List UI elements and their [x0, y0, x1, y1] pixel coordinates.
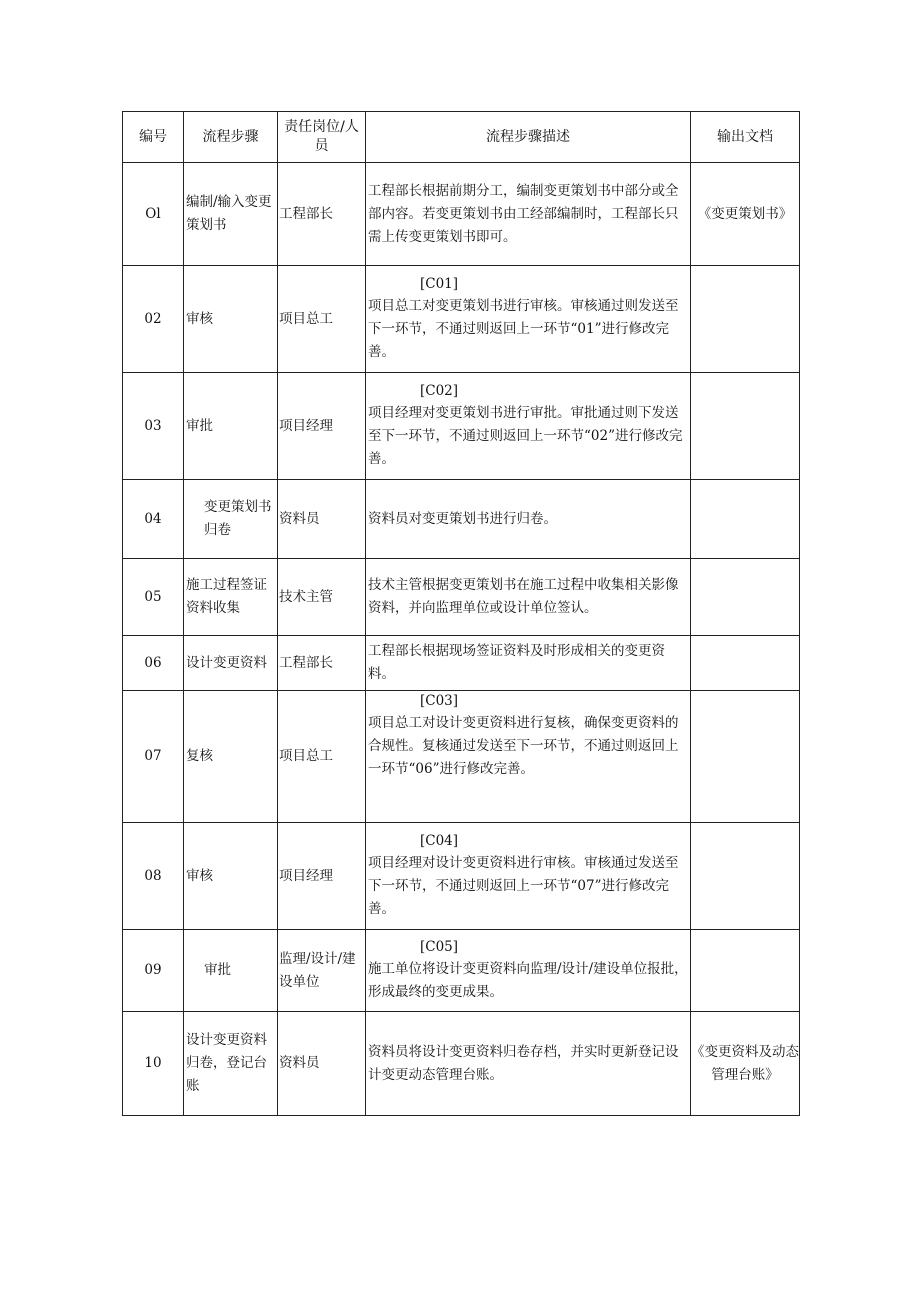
row-output [691, 636, 800, 691]
role-text: 项目经理 [279, 867, 333, 884]
row-role [278, 373, 366, 480]
role-text: 项目总工 [279, 748, 333, 764]
step-text: 设计变更资料 [186, 654, 267, 671]
row-step [184, 823, 278, 930]
row-role [278, 930, 366, 1012]
row-num: Ol [123, 163, 184, 266]
role-text: 工程部长 [279, 205, 333, 222]
desc-text: 项目总工对设计变更资料进行复核，确保变更资料的合规性。复核通过发送至下一环节，不通过则返回上一环节“06”进行修改完善。 [368, 715, 679, 777]
row-num: 07 [123, 691, 184, 823]
desc-text: 项目经理对设计变更资料进行审核。审核通过发送至下一环节，不通过则返回上一环节“07”进行修改完善。 [368, 855, 679, 917]
row-num: 06 [123, 636, 184, 691]
row-num: 08 [123, 823, 184, 930]
step-text: 复核 [186, 748, 213, 764]
row-step [184, 266, 278, 373]
header-role: 责任岗位/人员 [278, 112, 366, 163]
desc-text: 资料员对变更策划书进行归卷。 [368, 510, 557, 527]
header-step: 流程步骤 [184, 112, 278, 163]
step-text: 施工过程签证资料收集 [186, 577, 267, 616]
row-desc [366, 823, 691, 930]
step-text: 编制/输入变更策划书 [186, 194, 272, 233]
row-output [691, 823, 800, 930]
row-num: 09 [123, 930, 184, 1012]
step-text: 审核 [186, 867, 213, 884]
row-role [278, 163, 366, 266]
process-table [122, 111, 800, 1116]
role-text: 工程部长 [279, 654, 333, 671]
row-output [691, 480, 800, 559]
desc-text: 施工单位将设计变更资料向监理/设计/建设单位报批，形成最终的变更成果。 [368, 961, 688, 1000]
row-desc [366, 480, 691, 559]
row-output: 《变更资料及动态管理台账》 [691, 1012, 800, 1116]
row-output [691, 373, 800, 480]
desc-text: 项目总工对变更策划书进行审核。审核通过则发送至下一环节，不通过则返回上一环节“01”进行修改完善。 [368, 298, 679, 360]
table-row [123, 163, 800, 266]
step-text: 审批 [186, 417, 213, 434]
row-output [691, 266, 800, 373]
row-step [184, 373, 278, 480]
table-row [123, 1012, 800, 1116]
row-role [278, 636, 366, 691]
table-row [123, 823, 800, 930]
desc-text: 资料员将设计变更资料归卷存档，并实时更新登记设计变更动态管理台账。 [368, 1043, 679, 1083]
row-desc [366, 163, 691, 266]
row-desc [366, 559, 691, 636]
row-desc [366, 1012, 691, 1116]
table-row [123, 480, 800, 559]
role-text: 项目经理 [279, 417, 333, 434]
row-output [691, 691, 800, 823]
header-num: 编号 [123, 112, 184, 163]
table-row [123, 930, 800, 1012]
row-step [184, 636, 278, 691]
step-text: 审核 [186, 310, 213, 327]
row-num: 05 [123, 559, 184, 636]
role-text: 资料员 [279, 510, 320, 527]
role-text: 资料员 [279, 1055, 320, 1071]
table-row [123, 559, 800, 636]
row-role [278, 823, 366, 930]
row-role [278, 480, 366, 559]
row-num: 04 [123, 480, 184, 559]
desc-text: 技术主管根据变更策划书在施工过程中收集相关影像资料，并向监理单位或设计单位签认。 [368, 577, 679, 616]
control-code: [C05] [420, 939, 459, 955]
header-desc: 流程步骤描述 [366, 112, 691, 163]
table-row [123, 636, 800, 691]
row-role [278, 266, 366, 373]
row-num: 03 [123, 373, 184, 480]
row-num: 02 [123, 266, 184, 373]
role-text: 技术主管 [279, 588, 333, 605]
row-desc [366, 930, 691, 1012]
row-desc [366, 636, 691, 691]
role-text: 监理/设计/建设单位 [279, 950, 356, 990]
row-output [691, 930, 800, 1012]
control-code: [C03] [420, 693, 459, 709]
row-step [184, 1012, 278, 1116]
role-text: 项目总工 [279, 310, 333, 327]
row-step [184, 163, 278, 266]
desc-text: 工程部长根据现场签证资料及时形成相关的变更资料。 [368, 643, 665, 682]
table-row [123, 691, 800, 823]
row-desc [366, 691, 691, 823]
row-desc [366, 266, 691, 373]
row-num: 10 [123, 1012, 184, 1116]
step-text: 设计变更资料归卷，登记台账 [186, 1032, 267, 1094]
row-role [278, 1012, 366, 1116]
control-code: [C04] [420, 833, 459, 849]
row-output [691, 559, 800, 636]
control-code: [C02] [420, 383, 459, 399]
step-text: 审批 [204, 962, 231, 978]
header-row [123, 112, 800, 163]
row-step [184, 930, 278, 1012]
row-role [278, 691, 366, 823]
header-output: 输出文档 [691, 112, 800, 163]
row-step [184, 559, 278, 636]
row-step [184, 691, 278, 823]
table-row [123, 373, 800, 480]
row-step [184, 480, 278, 559]
row-desc [366, 373, 691, 480]
row-output: 《变更策划书》 [691, 163, 800, 266]
control-code: [C01] [420, 276, 459, 292]
row-role [278, 559, 366, 636]
desc-text: 项目经理对变更策划书进行审批。审批通过则下发送至下一环节，不通过则返回上一环节“02”进行修改完善。 [368, 405, 683, 467]
step-text: 变更策划书归卷 [204, 499, 272, 538]
table-row [123, 266, 800, 373]
desc-text: 工程部长根据前期分工，编制变更策划书中部分或全部内容。若变更策划书由工经部编制时，工程部长只需上传变更策划书即可。 [368, 182, 679, 245]
